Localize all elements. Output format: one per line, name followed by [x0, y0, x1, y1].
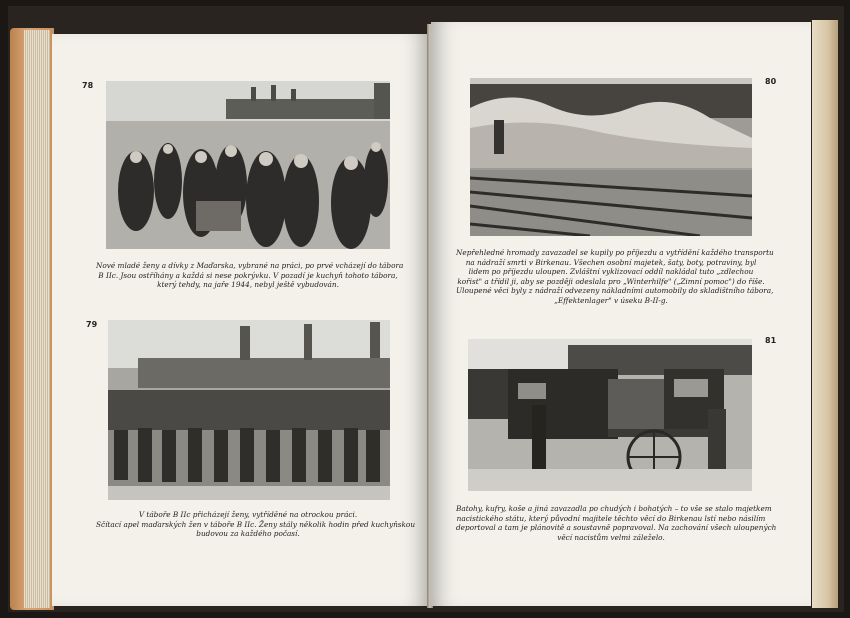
left-page: [52, 34, 428, 606]
photo-luggage-piles: [470, 78, 752, 236]
right-page: [431, 22, 811, 606]
caption-line: Nové mladé ženy a dívky z Maďarska, vybrané na práci, po prvé vcházejí do tábora: [96, 261, 404, 270]
book-cover-right: [812, 20, 838, 608]
page-number-79: 79: [86, 320, 98, 329]
caption-line: kořist" a třídil ji, aby se později odeslala pro „Winterhilfe" („Zimní pomoc") do říše.: [457, 276, 765, 286]
caption-photo-81: [456, 504, 777, 542]
caption-line: věcí nacistům velmi záleželo.: [557, 532, 665, 542]
caption-line: Uloupené věci byly z nádraží odvezeny nákladními automobily do skladištního tábora,: [456, 286, 774, 296]
caption-line: Nepřehledné hromady zavazadel se kupily po příjezdu a vytřídění každého transportu: [456, 248, 774, 257]
caption-line: nacistického státu, který původní majitele těchto věcí do Birkenau lstí nebo násilím: [456, 513, 766, 523]
caption-line: „Effektenlager" v úseku B-II-g.: [554, 295, 668, 305]
page-number-78: 78: [82, 81, 94, 90]
caption-line: lidem po příjezdu uloupen. Zvláštní vyklizovací oddíl nakládal tuto „zdlechou: [468, 267, 754, 277]
caption-line: který tehdy, na jaře 1944, nebyl ještě vybudován.: [157, 280, 339, 290]
photo-trucks-cart: [468, 339, 752, 491]
caption-line: V táboře B IIc přicházejí ženy, vytříděné na otrockou práci.: [138, 510, 358, 519]
caption-line: B IIc. Jsou ostříhány a každá si nese pokrývku. V pozadí je kuchyň tohoto tábora,: [98, 270, 398, 280]
page-number-80: 80: [765, 77, 777, 86]
caption-line: deportoval a tam je plánovitě a soustavně popravoval. Na zachování všech uloupených: [456, 523, 777, 533]
caption-photo-79: [96, 510, 416, 539]
caption-line: Sčítací apel maďarských žen v táboře B IIc. Ženy stály několik hodin před kuchyňskou: [96, 519, 416, 529]
caption-line: na nádraží smrti v Birkenau. Všechen osobní majetek, šaty, boty, potraviny, byl: [465, 257, 757, 267]
page-edges: [24, 30, 50, 608]
caption-photo-78: [96, 261, 404, 290]
caption-line: budovou za každého počasí.: [196, 529, 300, 539]
caption-line: Batohy, kufry, koše a jiná zavazadla po chudých i bohatých – to vše se stalo majetkem: [456, 504, 772, 513]
page-number-81: 81: [765, 336, 777, 345]
caption-photo-80: [456, 248, 774, 306]
photo-women-rollcall: [108, 320, 390, 500]
photo-women-walking: [106, 81, 390, 249]
